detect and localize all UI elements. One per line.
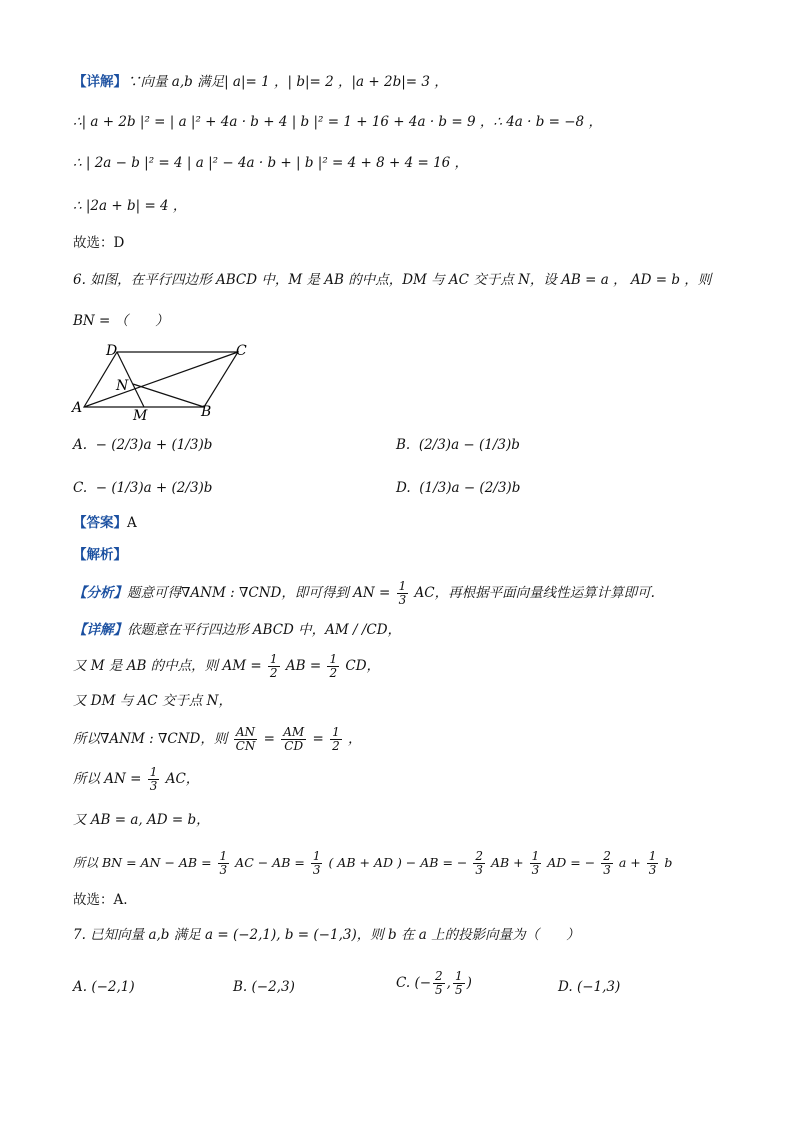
q6-detail-l2: 又 M 是 AB 的中点，则 AM = $\frac{1}{2}$ AB = $\frac{1}{2}$ CD， [73, 652, 381, 680]
label-b: B [201, 404, 212, 420]
q5-step2: ∴ | 2a − b |² = 4 | a |² − 4a · b + | b |² = 4 + 8 + 4 = 16 ， [73, 155, 469, 171]
label-m: M [133, 408, 148, 424]
q6-detail-l3: 又 DM 与 AC 交于点 N， [73, 693, 232, 709]
q7-option-c[interactable]: C. (− $\frac{2}{5}$ , $\frac{1}{5}$ ) [396, 969, 472, 997]
q5-detail-text: ∵向量 a,b 满足| a|= 1 ，| b|= 2 ，|a + 2b|= 3 ， [127, 74, 448, 90]
q6-stem-line2: BN = （ ） [73, 313, 169, 329]
fraction: $\frac{1}{3}$ [398, 579, 407, 607]
q6-detail-l6: 又 AB = a, AD = b， [73, 812, 210, 828]
analysis-heading: 【解析】 [73, 547, 127, 563]
parallelogram-figure [70, 340, 260, 425]
q6-detail-l1: 【详解】依题意在平行四边形 ABCD 中，AM / /CD， [73, 622, 402, 638]
q7-option-a[interactable]: A. (−2,1) [73, 979, 135, 995]
q5-choose: 故选：D [73, 235, 125, 251]
segment-nb [133, 384, 204, 407]
q6-detail-l4: 所以∇ANM : ∇CND，则 $\frac{AN}{CN}$ = $\frac{AM}{CD}$ = $\frac{1}{2}$ ， [73, 725, 362, 753]
q7-option-d[interactable]: D. (−1,3) [558, 979, 621, 995]
q6-option-b[interactable]: B. (2/3)a − (1/3)b [396, 437, 520, 453]
q6-option-a[interactable]: A. − (2/3)a + (1/3)b [73, 437, 213, 453]
q7-stem: 7. 已知向量 a,b 满足 a = (−2,1), b = (−1,3)，则 b 在 a 上的投影向量为（ ） [73, 927, 580, 943]
q5-detail-line [73, 72, 448, 92]
q6-stem-line1: 6. 如图，在平行四边形 ABCD 中，M 是 AB 的中点，DM 与 AC 交于点 N，设 AB = a ， AD = b ，则 [73, 272, 712, 288]
q6-detail-l5: 所以 AN = $\frac{1}{3}$ AC， [73, 765, 200, 793]
diagonal-ac [84, 352, 238, 407]
label-c: C [236, 343, 247, 359]
label-d: D [106, 343, 118, 359]
q7-option-b[interactable]: B. (−2,3) [233, 979, 295, 995]
q5-step3: ∴ |2a + b| = 4 ， [73, 198, 187, 214]
q6-analysis: 【分析】题意可得∇ANM : ∇CND，即可得到 AN = $\frac{1}{3}$ AC，再根据平面向量线性运算计算即可. [73, 579, 655, 607]
label-n: N [116, 378, 129, 394]
q6-option-d[interactable]: D. (1/3)a − (2/3)b [396, 480, 521, 496]
answer-value: A [127, 515, 137, 531]
label-a: A [72, 400, 83, 416]
q6-choose: 故选：A. [73, 892, 128, 908]
q6-answer: 【答案】A [73, 515, 137, 531]
detail-tag: 【详解】 [73, 74, 127, 90]
q6-option-c[interactable]: C. − (1/3)a + (2/3)b [73, 480, 213, 496]
q5-step1: ∴| a + 2b |² = | a |² + 4a · b + 4 | b |² = 1 + 16 + 4a · b = 9 ，∴ 4a · b = −8 ， [73, 114, 602, 130]
q6-detail-l7: 所以 BN = AN − AB = $\frac{1}{3}$ AC − AB = $\frac{1}{3}$ ( AB + AD ) − AB = − $\frac{2}{3}$ AB + $\frac{1}{3}$ AD = − $\frac{2}{3}$ a + $\frac{1}{3}$ b [73, 849, 673, 877]
